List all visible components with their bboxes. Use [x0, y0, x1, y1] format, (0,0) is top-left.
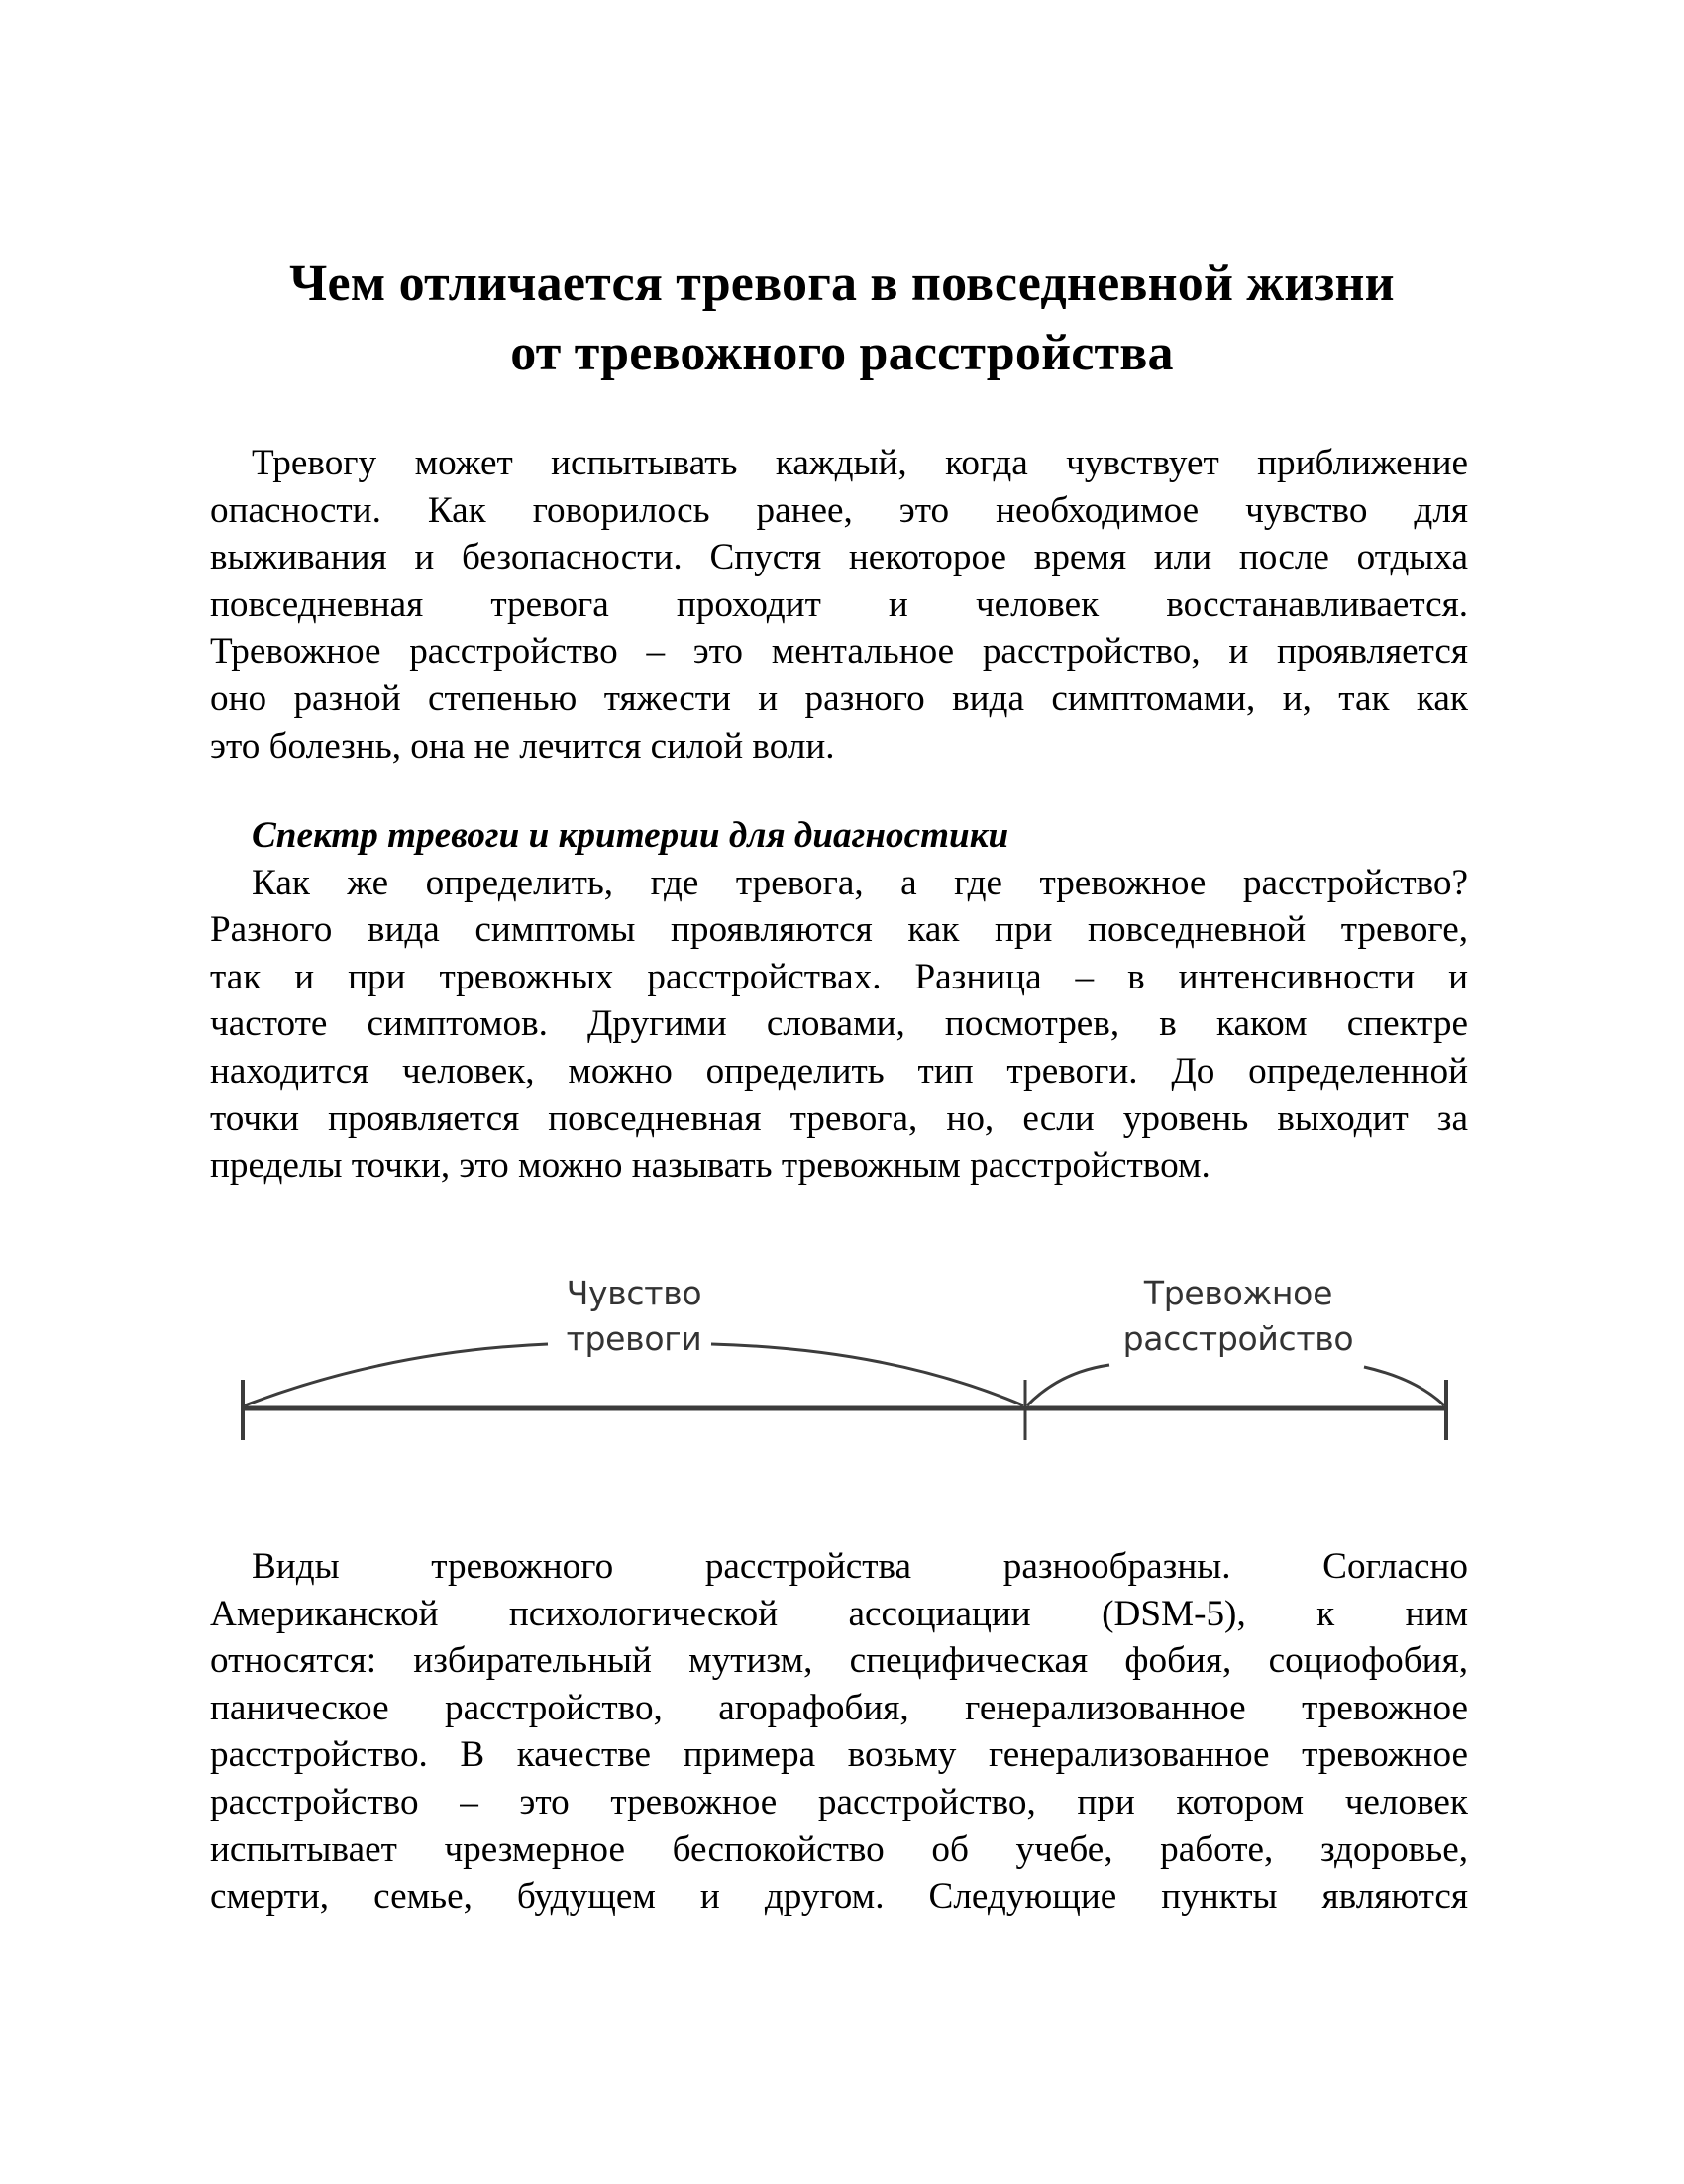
- text-line: так и при тревожных расстройствах. Разница – в интенсивности и: [210, 956, 1468, 997]
- right-arc-right-part: [1364, 1367, 1444, 1405]
- section-heading: Спектр тревоги и критерии для диагностики: [252, 815, 1009, 856]
- text-line: частоте симптомов. Другими словами, посмотрев, в каком спектре: [210, 1003, 1468, 1045]
- left-arc-left-part: [245, 1344, 548, 1405]
- intro-paragraph: [210, 440, 1468, 770]
- label-anxiety-disorder: [1100, 1271, 1377, 1362]
- text-line: Американской психологической ассоциации (DSM-5), к ним: [210, 1593, 1468, 1634]
- label-anxiety-disorder-line-2: расстройство: [1122, 1319, 1354, 1358]
- page-title-line-1: Чем отличается тревога в повседневной жизни: [289, 256, 1395, 312]
- text-line: пределы точки, это можно называть тревожным расстройством.: [210, 1145, 1210, 1187]
- label-anxiety-disorder-line-1: Тревожное: [1143, 1274, 1333, 1312]
- text-line: Тревогу может испытывать каждый, когда чувствует приближение: [252, 443, 1468, 483]
- spectrum-section: [210, 812, 1468, 1190]
- text-line: это болезнь, она не лечится силой воли.: [210, 725, 835, 767]
- label-normal-anxiety-line-1: Чувство: [566, 1274, 702, 1312]
- text-line: расстройство – это тревожное расстройство, при котором человек: [210, 1781, 1468, 1822]
- label-normal-anxiety: [515, 1271, 753, 1362]
- text-line: опасности. Как говорилось ранее, это необходимое чувство для: [210, 489, 1468, 531]
- text-line: оно разной степенью тяжести и разного вида симптомами, и, так как: [210, 677, 1468, 719]
- text-line: находится человек, можно определить тип тревоги. До определенной: [210, 1050, 1468, 1092]
- page-title-line-2: от тревожного расстройства: [510, 325, 1174, 381]
- text-line: повседневная тревога проходит и человек восстанавливается.: [210, 583, 1468, 625]
- text-line: выживания и безопасности. Спустя некоторое время или после отдыха: [210, 537, 1468, 578]
- disorder-types-paragraph: [210, 1543, 1468, 1921]
- text-line: Разного вида симптомы проявляются как при повседневной тревоге,: [210, 909, 1468, 951]
- right-arc-left-part: [1027, 1365, 1109, 1405]
- text-line: Как же определить, где тревога, а где тревожное расстройство?: [252, 862, 1468, 903]
- page-title: [0, 250, 1684, 388]
- left-arc-right-part: [711, 1344, 1023, 1405]
- label-normal-anxiety-line-2: тревоги: [566, 1319, 702, 1358]
- text-line: точки проявляется повседневная тревога, но, если уровень выходит за: [210, 1097, 1468, 1139]
- text-line: относятся: избирательный мутизм, специфическая фобия, социофобия,: [210, 1640, 1468, 1682]
- text-line: расстройство. В качестве примера возьму генерализованное тревожное: [210, 1734, 1468, 1776]
- text-line: испытывает чрезмерное беспокойство об учебе, работе, здоровье,: [210, 1828, 1468, 1870]
- text-line: паническое расстройство, агорафобия, генерализованное тревожное: [210, 1687, 1468, 1728]
- text-line: смерти, семье, будущем и другом. Следующие пункты являются: [210, 1876, 1468, 1918]
- text-line: Тревожное расстройство – это ментальное расстройство, и проявляется: [210, 631, 1468, 673]
- text-line: Виды тревожного расстройства разнообразны. Согласно: [252, 1546, 1468, 1587]
